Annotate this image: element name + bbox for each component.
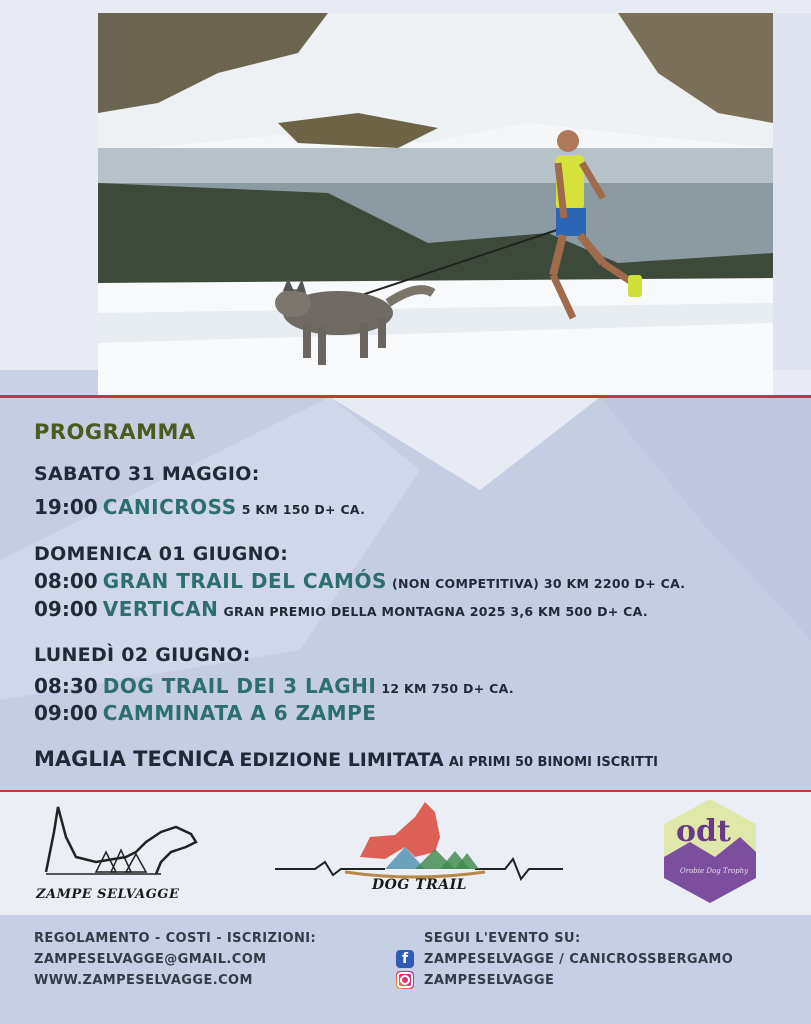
follow-heading: SEGUI L'EVENTO SU: xyxy=(424,931,581,946)
website-link[interactable]: WWW.ZAMPESELVAGGE.COM xyxy=(34,973,253,988)
event-row xyxy=(34,597,648,621)
instagram-link[interactable]: ZAMPESELVAGGE xyxy=(424,973,555,988)
event-time: 09:00 xyxy=(34,701,98,725)
event-details: 12 KM 750 D+ CA. xyxy=(381,681,514,696)
lake-runner-dog-illustration xyxy=(98,13,773,397)
programma-title: PROGRAMMA xyxy=(34,420,196,444)
odt-logo-subtitle: Orobie Dog Trophy xyxy=(680,867,749,875)
maglia-note: AI PRIMI 50 BINOMI ISCRITTI xyxy=(448,755,658,770)
event-name: VERTICAN xyxy=(102,597,219,621)
event-details: GRAN PREMIO DELLA MONTAGNA 2025 3,6 KM 500 D+ CA. xyxy=(223,604,648,619)
footer xyxy=(0,915,811,1024)
maglia-edition: EDIZIONE LIMITATA xyxy=(239,749,444,771)
event-name: CAMMINATA A 6 ZAMPE xyxy=(102,701,377,725)
facebook-link[interactable]: ZAMPESELVAGGE / CANICROSSBERGAMO xyxy=(424,952,734,967)
hero-photo xyxy=(98,13,773,397)
dog-trail-logo-text: DOG TRAIL xyxy=(372,877,467,893)
day-label: DOMENICA 01 GIUGNO: xyxy=(34,543,289,565)
event-name: DOG TRAIL DEI 3 LAGHI xyxy=(102,674,377,698)
event-time: 08:30 xyxy=(34,674,98,698)
event-row xyxy=(34,674,514,698)
event-time: 09:00 xyxy=(34,597,98,621)
event-time: 19:00 xyxy=(34,495,98,519)
maglia-tecnica-line xyxy=(34,747,658,771)
day-label: SABATO 31 MAGGIO: xyxy=(34,463,260,485)
instagram-icon xyxy=(396,971,414,989)
divider-top xyxy=(0,395,811,398)
facebook-icon: f xyxy=(396,950,414,968)
event-row xyxy=(34,701,376,725)
event-details: 5 KM 150 D+ CA. xyxy=(241,502,366,517)
wolf-logo-icon xyxy=(36,802,206,882)
info-heading: REGOLAMENTO - COSTI - ISCRIZIONI: xyxy=(34,931,317,946)
event-row xyxy=(34,569,685,593)
event-name: GRAN TRAIL DEL CAMÓS xyxy=(102,569,387,593)
day-label: LUNEDÌ 02 GIUGNO: xyxy=(34,644,251,666)
maglia-title: MAGLIA TECNICA xyxy=(34,747,235,771)
event-details: (NON COMPETITIVA) 30 KM 2200 D+ CA. xyxy=(391,576,686,591)
logos-band xyxy=(0,792,811,915)
event-name: CANICROSS xyxy=(102,495,237,519)
email-link[interactable]: ZAMPESELVAGGE@GMAIL.COM xyxy=(34,952,267,967)
odt-logo-text: odt xyxy=(676,814,731,849)
event-time: 08:00 xyxy=(34,569,98,593)
zampe-selvagge-logo-text: ZAMPE SELVAGGE xyxy=(36,887,180,902)
event-row xyxy=(34,495,365,519)
